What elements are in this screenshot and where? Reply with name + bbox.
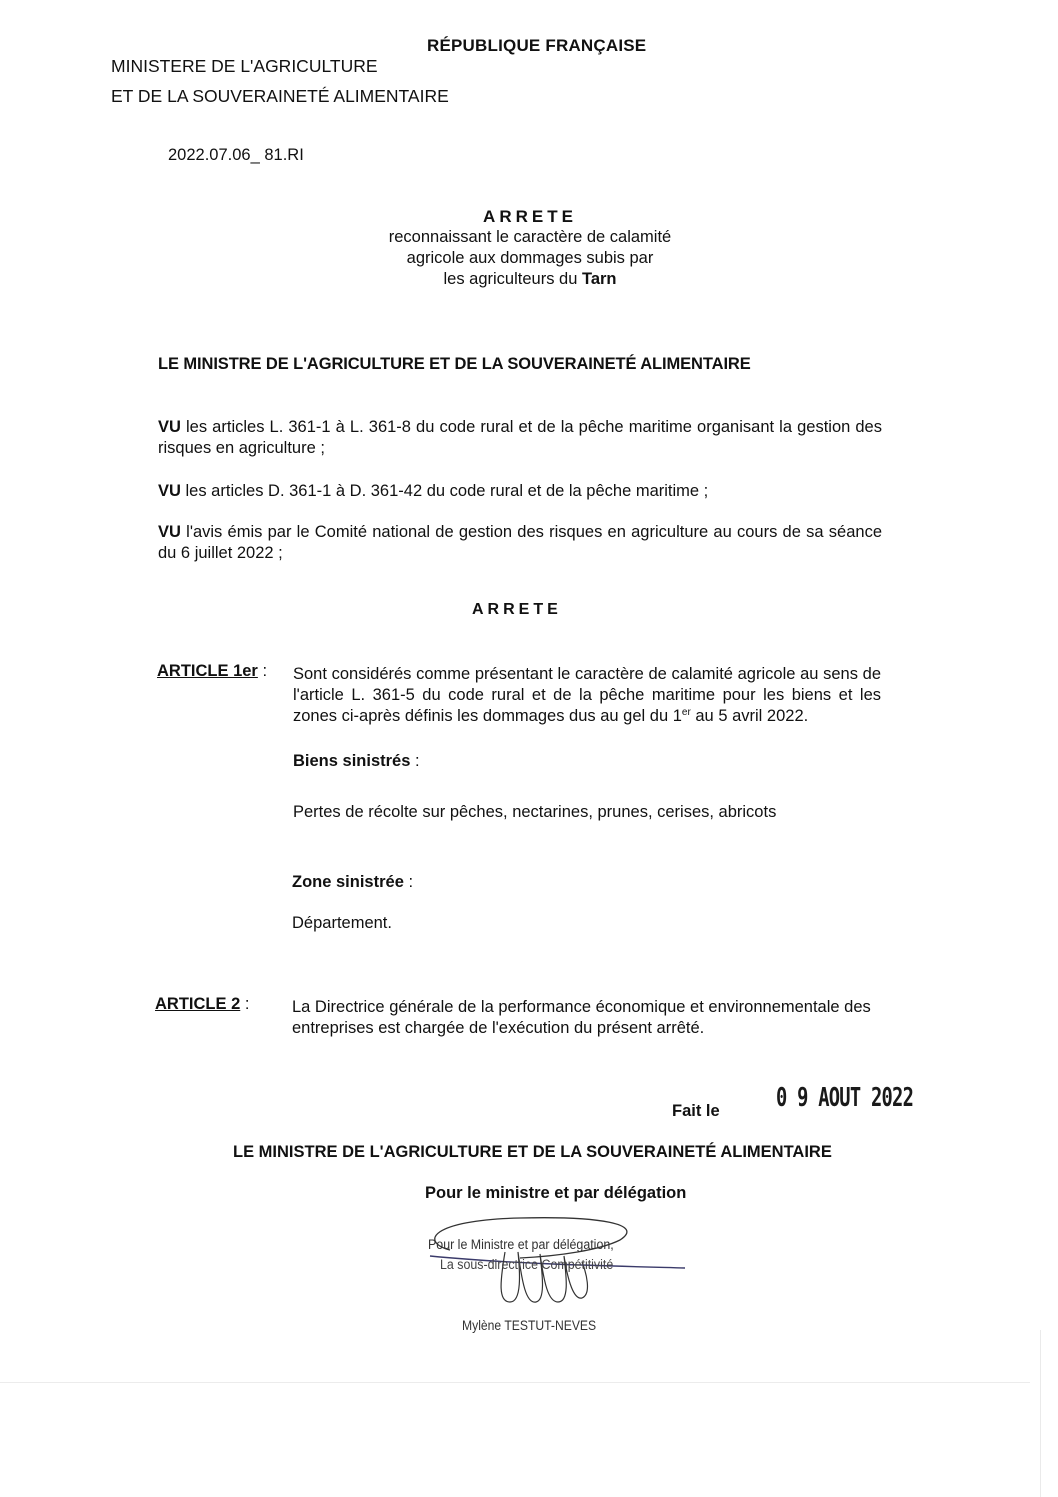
zone-sinistree-label bbox=[292, 873, 413, 892]
signature-delegation-line: Pour le ministre et par délégation bbox=[425, 1184, 687, 1202]
signature-minister-heading: LE MINISTRE DE L'AGRICULTURE ET DE LA SOUVERAINETÉ ALIMENTAIRE bbox=[233, 1143, 832, 1161]
zone-sinistree-label-text: Zone sinistrée bbox=[292, 873, 404, 891]
article-1-text-main: Sont considérés comme présentant le caractère de calamité agricole au sens de l'article L. 361-5 du code rural et de la pêche maritime pour les biens et les zones ci-après définis les dommages dus au gel du 1 bbox=[293, 665, 881, 725]
ministry-name-line2: ET DE LA SOUVERAINETÉ ALIMENTAIRE bbox=[111, 86, 449, 106]
article-2-text: La Directrice générale de la performance économique et environnementale des entreprises est chargée de l'exécution du présent arrêté. bbox=[292, 998, 871, 1037]
visa-paragraph bbox=[158, 481, 882, 502]
visa-text: l'avis émis par le Comité national de gestion des risques en agriculture au cours de sa séance du 6 juillet 2022 ; bbox=[158, 523, 882, 562]
visa-text: les articles D. 361-1 à D. 361-42 du code rural et de la pêche maritime ; bbox=[180, 482, 709, 500]
biens-sinistres-value: Pertes de récolte sur pêches, nectarines, prunes, cerises, abricots bbox=[293, 803, 777, 821]
biens-sinistres-colon: : bbox=[410, 752, 420, 770]
ministry-name-line1: MINISTERE DE L'AGRICULTURE bbox=[111, 56, 378, 76]
visa-prefix: VU bbox=[158, 418, 181, 436]
article-2-label bbox=[155, 995, 249, 1014]
biens-sinistres-label-text: Biens sinistrés bbox=[293, 752, 411, 770]
title-subline-3-text: les agriculteurs du bbox=[443, 270, 582, 288]
visa-paragraph bbox=[158, 417, 882, 459]
article-1-label-text: ARTICLE 1er bbox=[157, 662, 258, 680]
article-1-label-colon: : bbox=[257, 662, 268, 680]
signer-name: Mylène TESTUT-NEVES bbox=[462, 1318, 597, 1333]
republique-francaise-heading: RÉPUBLIQUE FRANÇAISE bbox=[427, 36, 647, 55]
visa-paragraph bbox=[158, 522, 882, 564]
date-stamp: 0 9 AOUT 2022 bbox=[776, 1083, 914, 1113]
article-2-label-text: ARTICLE 2 bbox=[155, 995, 241, 1013]
document-title: ARRETE bbox=[483, 207, 577, 226]
title-subline-1: reconnaissant le caractère de calamité bbox=[388, 228, 672, 246]
minister-heading: LE MINISTRE DE L'AGRICULTURE ET DE LA SOUVERAINETÉ ALIMENTAIRE bbox=[158, 355, 751, 373]
scan-artifact-line bbox=[0, 1382, 1030, 1383]
stamp-line-1: Pour le Ministre et par délégation, bbox=[428, 1237, 614, 1252]
article-2-label-colon: : bbox=[240, 995, 250, 1013]
department-name: Tarn bbox=[581, 270, 617, 288]
stamp-line-2: La sous-directrice Compétitivité bbox=[440, 1257, 614, 1272]
decision-heading: ARRETE bbox=[472, 601, 562, 618]
visa-prefix: VU bbox=[158, 482, 181, 500]
title-block bbox=[340, 206, 720, 290]
article-1-text-end: au 5 avril 2022. bbox=[690, 707, 809, 725]
zone-sinistree-colon: : bbox=[403, 873, 414, 891]
visa-prefix: VU bbox=[158, 523, 181, 541]
article-1-superscript: er bbox=[681, 707, 691, 718]
document-reference: 2022.07.06_ 81.RI bbox=[168, 146, 304, 164]
zone-sinistree-value: Département. bbox=[292, 914, 392, 932]
title-subline-2: agricole aux dommages subis par bbox=[406, 249, 654, 267]
article-1-label bbox=[157, 662, 267, 681]
visa-text: les articles L. 361-1 à L. 361-8 du code rural et de la pêche maritime organisant la gestion des risques en agriculture ; bbox=[158, 418, 882, 457]
article-1-text bbox=[293, 664, 881, 727]
title-subline-3 bbox=[340, 269, 720, 290]
fait-le-label: Fait le bbox=[672, 1102, 720, 1120]
scan-artifact-edge bbox=[1040, 1330, 1041, 1497]
biens-sinistres-label bbox=[293, 752, 420, 771]
